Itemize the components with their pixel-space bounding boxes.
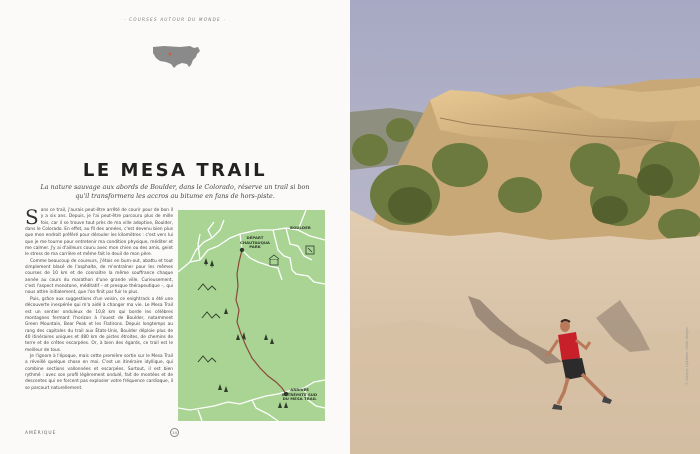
runner-photo xyxy=(350,0,700,454)
article-title: LE MESA TRAIL xyxy=(82,160,268,181)
article-body xyxy=(25,205,173,392)
paragraph-2: Comme beaucoup de coureurs, j'étais en burn-out, abattu et tout simplement blasé de l'asphalte, de m'entraîner pour les mêmes courses de 10 km et de connaître la même souffrance chaque année au cours du marathon d'une grande ville. Curieusement, c'est l'aspect monotone, méditatif – et presque thérapeutique –, qui nous attire initialement, que l'on finit par fuir le plus. xyxy=(25,258,173,296)
trail-map xyxy=(178,210,325,421)
map-label-arrivee: ARRIVÉE EXTRÉMITÉ SUD DU MESA TRAIL xyxy=(282,387,318,402)
series-header: · COURSES AUTOUR DU MONDE · xyxy=(124,17,226,22)
landscape-illustration xyxy=(350,0,700,454)
page-number: 14 xyxy=(170,428,179,437)
usa-map-icon xyxy=(150,43,202,69)
paragraph-1: Sans ce trail, j'aurais peut-être arrêté de courir pour de bon il y a six ans. Depuis, je l'ai peut-être parcouru plus de mille fois, car il se trouve tout près de ma ville adoptive, Boulder, dans le Colorado. En effet, au fil des années, c'est devenu bien plus que mon endroit préféré pour dérouler les kilomètres : c'est vers lui que je me tourne pour entretenir ma condition physique, méditer et me calmer. J'y ai d'ailleurs couru avec mon chien ou des amis, geint le stress de ma carrière et même fait le deuil de mon père. xyxy=(25,205,173,258)
drop-cap: S xyxy=(25,205,39,229)
paragraph-3: Puis, grâce aux suggestions d'un voisin, ce enightrack a été une découverte inespérée qui m'a aidé à changer ma vie. Le Mesa Trail est un sentier onduleux de 10,8 km qui borde les célèbres montagnes fermant l'horizon à l'ouest de Boulder, notamment Green Mountain, Bear Peak et les Flatirons. Depuis longtemps au rang des capitales du trail aux États-Unis, Boulder déploie plus de 40 itinéraires uniques et 480 km de pistes étroites, de chemins de terre et de crêtes escarpées. Or, à bien des égards, ce trail est le meilleur de tous. xyxy=(25,296,173,353)
paragraph-4: Je l'ignore à l'époque, mais cette première sortie sur le Mesa Trail a réveillé quelque chose en moi. C'est un itinéraire idyllique, qui combine sections vallonnées et escarpées. Surtout, il est bien rythmé : avec son profil légèrement ondulé, fait de montées et de descentes qui ne forcent pas explosier votre fréquence cardiaque, il se parcourt naturellement. xyxy=(25,353,173,391)
map-label-depart: DÉPART CHAUTAUQUA PARK xyxy=(240,235,270,250)
article-subtitle: La nature sauvage aux abords de Boulder, dans le Colorado, réserve un trail si bon qu'il transformera les accros au bitume en fans de hors-piste. xyxy=(40,183,310,200)
map-label-boulder: BOULDER xyxy=(290,225,311,230)
footer-section: AMÉRIQUE xyxy=(25,431,57,436)
photo-credit: © Gregory Lightmen / Getty Images xyxy=(685,327,689,385)
